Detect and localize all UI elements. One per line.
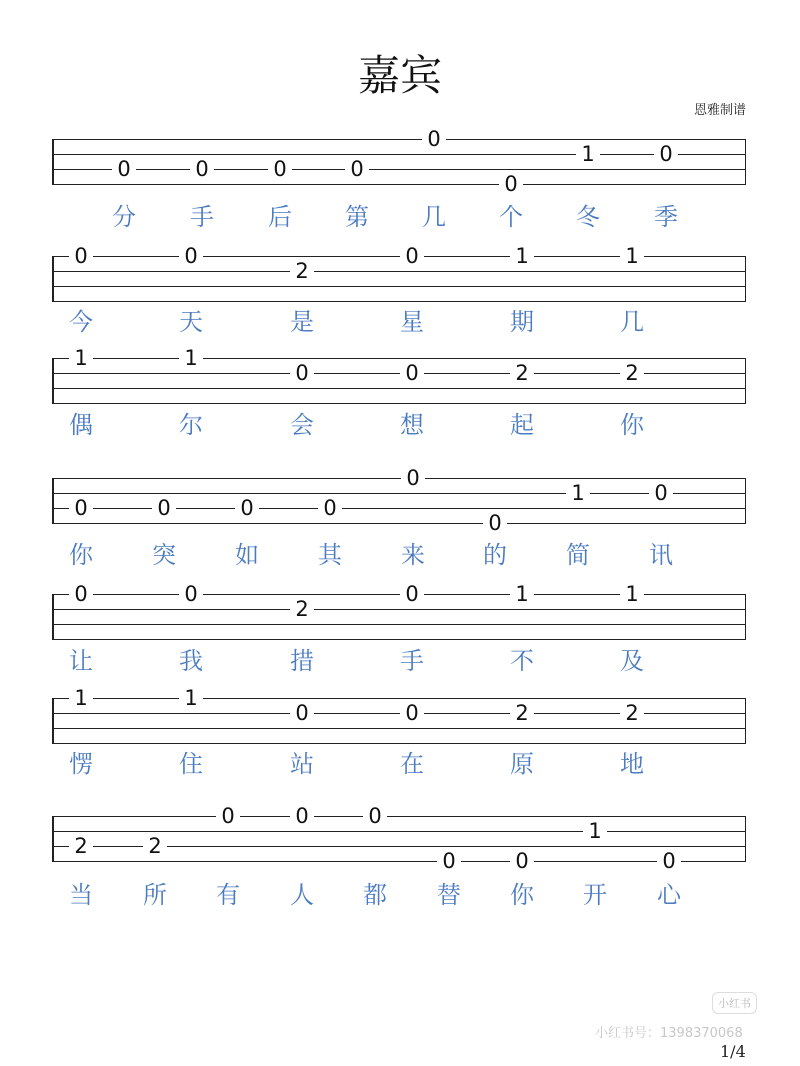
fret-number: 0 bbox=[290, 804, 314, 828]
lyric-char: 突 bbox=[152, 541, 176, 569]
lyric-char: 第 bbox=[345, 203, 369, 231]
lyric-char: 及 bbox=[620, 647, 644, 675]
staff-line bbox=[53, 728, 745, 729]
fret-number: 0 bbox=[179, 582, 203, 606]
lyric-char: 你 bbox=[69, 541, 93, 569]
fret-number: 2 bbox=[620, 701, 644, 725]
staff-line bbox=[53, 358, 745, 359]
lyric-char: 替 bbox=[437, 881, 461, 909]
fret-number: 0 bbox=[179, 244, 203, 268]
lyric-char: 开 bbox=[583, 881, 607, 909]
lyric-char: 天 bbox=[179, 308, 203, 336]
fret-number: 2 bbox=[69, 834, 93, 858]
lyric-char: 几 bbox=[620, 308, 644, 336]
lyric-char: 个 bbox=[499, 203, 523, 231]
fret-number: 0 bbox=[318, 496, 342, 520]
staff-line bbox=[53, 609, 745, 610]
staff-line bbox=[53, 271, 745, 272]
end-barline bbox=[745, 594, 746, 640]
lyric-char: 星 bbox=[400, 308, 424, 336]
fret-number: 1 bbox=[510, 582, 534, 606]
fret-number: 0 bbox=[235, 496, 259, 520]
staff-line bbox=[53, 639, 745, 640]
lyric-char: 季 bbox=[654, 203, 678, 231]
end-barline bbox=[745, 358, 746, 404]
staff-line bbox=[53, 301, 745, 302]
fret-number: 0 bbox=[268, 157, 292, 181]
fret-number: 1 bbox=[510, 244, 534, 268]
staff-line bbox=[53, 154, 745, 155]
fret-number: 2 bbox=[510, 361, 534, 385]
fret-number: 1 bbox=[620, 582, 644, 606]
staff-line bbox=[53, 169, 745, 170]
end-barline bbox=[745, 698, 746, 744]
fret-number: 0 bbox=[510, 849, 534, 873]
fret-number: 0 bbox=[649, 481, 673, 505]
page-number: 1/4 bbox=[720, 1042, 746, 1061]
lyric-char: 简 bbox=[566, 541, 590, 569]
fret-number: 1 bbox=[576, 142, 600, 166]
start-barline bbox=[52, 594, 54, 640]
lyric-char: 是 bbox=[290, 308, 314, 336]
lyric-char: 偶 bbox=[69, 411, 93, 439]
staff-line bbox=[53, 286, 745, 287]
fret-number: 1 bbox=[566, 481, 590, 505]
fret-number: 0 bbox=[400, 244, 424, 268]
arranger-credit: 恩雅制谱 bbox=[693, 103, 746, 118]
lyric-char: 在 bbox=[400, 750, 424, 778]
fret-number: 1 bbox=[620, 244, 644, 268]
lyric-char: 其 bbox=[318, 541, 342, 569]
staff-line bbox=[53, 861, 745, 862]
end-barline bbox=[745, 139, 746, 185]
lyric-char: 住 bbox=[179, 750, 203, 778]
fret-number: 0 bbox=[112, 157, 136, 181]
start-barline bbox=[52, 698, 54, 744]
fret-number: 0 bbox=[400, 361, 424, 385]
staff-line bbox=[53, 184, 745, 185]
fret-number: 0 bbox=[400, 582, 424, 606]
start-barline bbox=[52, 139, 54, 185]
staff-line bbox=[53, 816, 745, 817]
staff-line bbox=[53, 478, 745, 479]
lyric-char: 来 bbox=[401, 541, 425, 569]
lyric-char: 有 bbox=[216, 881, 240, 909]
lyric-char: 心 bbox=[657, 881, 681, 909]
end-barline bbox=[745, 816, 746, 862]
lyric-char: 讯 bbox=[649, 541, 673, 569]
staff-line bbox=[53, 403, 745, 404]
fret-number: 1 bbox=[69, 686, 93, 710]
lyric-char: 都 bbox=[363, 881, 387, 909]
end-barline bbox=[745, 256, 746, 302]
fret-number: 0 bbox=[499, 172, 523, 196]
lyric-char: 愣 bbox=[69, 750, 93, 778]
start-barline bbox=[52, 816, 54, 862]
xiaohongshu-logo: 小红书 bbox=[712, 992, 757, 1014]
lyric-char: 让 bbox=[69, 647, 93, 675]
fret-number: 1 bbox=[179, 686, 203, 710]
fret-number: 1 bbox=[179, 346, 203, 370]
lyric-char: 分 bbox=[112, 203, 136, 231]
fret-number: 0 bbox=[69, 582, 93, 606]
fret-number: 0 bbox=[190, 157, 214, 181]
lyric-char: 地 bbox=[620, 750, 644, 778]
fret-number: 2 bbox=[510, 701, 534, 725]
fret-number: 0 bbox=[437, 849, 461, 873]
staff-line bbox=[53, 743, 745, 744]
lyric-char: 我 bbox=[179, 647, 203, 675]
lyric-char: 的 bbox=[483, 541, 507, 569]
lyric-char: 几 bbox=[422, 203, 446, 231]
fret-number: 0 bbox=[400, 701, 424, 725]
fret-number: 2 bbox=[620, 361, 644, 385]
staff-line bbox=[53, 139, 745, 140]
fret-number: 1 bbox=[583, 819, 607, 843]
fret-number: 0 bbox=[422, 127, 446, 151]
lyric-char: 不 bbox=[510, 647, 534, 675]
fret-number: 0 bbox=[401, 466, 425, 490]
lyric-char: 人 bbox=[290, 881, 314, 909]
lyric-char: 原 bbox=[510, 750, 534, 778]
staff-line bbox=[53, 388, 745, 389]
start-barline bbox=[52, 256, 54, 302]
staff-line bbox=[53, 624, 745, 625]
lyric-char: 尔 bbox=[179, 411, 203, 439]
staff-line bbox=[53, 831, 745, 832]
lyric-char: 想 bbox=[400, 411, 424, 439]
fret-number: 2 bbox=[143, 834, 167, 858]
lyric-char: 你 bbox=[620, 411, 644, 439]
lyric-char: 措 bbox=[290, 647, 314, 675]
staff-line bbox=[53, 523, 745, 524]
staff-line bbox=[53, 698, 745, 699]
fret-number: 0 bbox=[290, 361, 314, 385]
start-barline bbox=[52, 358, 54, 404]
fret-number: 0 bbox=[657, 849, 681, 873]
lyric-char: 冬 bbox=[576, 203, 600, 231]
fret-number: 2 bbox=[290, 597, 314, 621]
fret-number: 0 bbox=[216, 804, 240, 828]
lyric-char: 今 bbox=[69, 308, 93, 336]
lyric-char: 如 bbox=[235, 541, 259, 569]
fret-number: 2 bbox=[290, 259, 314, 283]
lyric-char: 期 bbox=[510, 308, 534, 336]
fret-number: 0 bbox=[69, 244, 93, 268]
lyric-char: 当 bbox=[69, 881, 93, 909]
lyric-char: 站 bbox=[290, 750, 314, 778]
lyric-char: 手 bbox=[190, 203, 214, 231]
start-barline bbox=[52, 478, 54, 524]
fret-number: 1 bbox=[69, 346, 93, 370]
fret-number: 0 bbox=[654, 142, 678, 166]
staff-line bbox=[53, 493, 745, 494]
fret-number: 0 bbox=[483, 511, 507, 535]
lyric-char: 所 bbox=[143, 881, 167, 909]
lyric-char: 会 bbox=[290, 411, 314, 439]
fret-number: 0 bbox=[69, 496, 93, 520]
fret-number: 0 bbox=[290, 701, 314, 725]
lyric-char: 起 bbox=[510, 411, 534, 439]
lyric-char: 你 bbox=[510, 881, 534, 909]
end-barline bbox=[745, 478, 746, 524]
lyric-char: 后 bbox=[268, 203, 292, 231]
watermark-id: 小红书号：1398370068 bbox=[595, 1026, 743, 1041]
song-title: 嘉宾 bbox=[357, 51, 442, 100]
lyric-char: 手 bbox=[400, 647, 424, 675]
fret-number: 0 bbox=[345, 157, 369, 181]
fret-number: 0 bbox=[152, 496, 176, 520]
fret-number: 0 bbox=[363, 804, 387, 828]
